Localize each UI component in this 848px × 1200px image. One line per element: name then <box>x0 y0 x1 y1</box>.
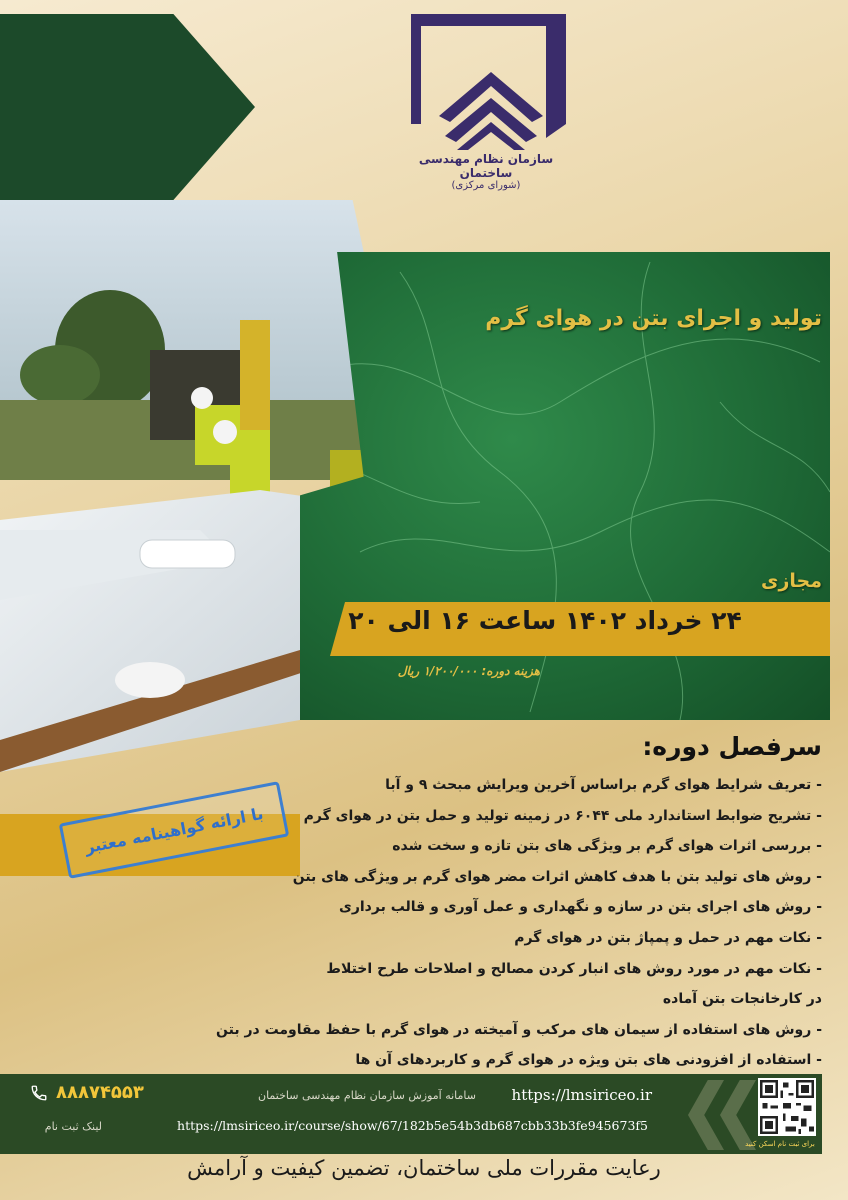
course-mode: مجازی <box>761 570 822 592</box>
outline-list <box>90 770 822 1076</box>
list-item: - روش های تولید بتن با هدف کاهش اثرات مضر هوای گرم بر ویژگی های بتن <box>292 868 822 885</box>
list-item: - روش های استفاده از سیمان های مرکب و آمیخته در هوای گرم با حفظ مقاومت در بتن <box>216 1021 822 1038</box>
qr-code-icon <box>760 1080 814 1134</box>
list-item: در کارخانجات بتن آماده <box>662 991 822 1008</box>
course-date: ۲۴ خرداد ۱۴۰۲ ساعت ۱۶ الی ۲۰ <box>348 606 742 635</box>
qr-caption: برای ثبت نام اسکن کنید <box>745 1140 815 1148</box>
list-item: - استفاده از افزودنی های بتن ویژه در هوای گرم و کاربردهای آن ها <box>355 1052 822 1069</box>
list-item: - نکات مهم در حمل و پمپاژ بتن در هوای گرم <box>514 929 822 946</box>
slogan: رعایت مقررات ملی ساختمان، تضمین کیفیت و آرامش <box>187 1156 661 1180</box>
org-name: سازمان نظام مهندسی ساختمان <box>418 152 554 180</box>
system-name: سامانه آموزش سازمان نظام مهندسی ساختمان <box>258 1089 476 1102</box>
registration-label: لینک ثبت نام <box>44 1120 102 1133</box>
phone-number[interactable]: ۸۸۸۷۴۵۵۳ <box>56 1082 144 1103</box>
website-link[interactable]: https://lmsiriceo.ir <box>511 1086 652 1104</box>
course-fee: هزینه دوره: ۱/۲۰۰/۰۰۰ ریال <box>397 664 540 678</box>
list-item: - تشریح ضوابط استاندارد ملی ۶۰۴۴ در زمینه تولید و حمل بتن در هوای گرم <box>303 807 822 824</box>
org-logo <box>396 12 576 197</box>
list-item: - روش های اجرای بتن در سازه و نگهداری و عمل آوری و قالب برداری <box>338 899 822 916</box>
org-logo-icon <box>401 12 571 150</box>
outline-heading: سرفصل دوره: <box>642 732 822 761</box>
list-item: - تعریف شرایط هوای گرم براساس آخرین ویرایش مبحث ۹ و آبا <box>385 777 822 793</box>
course-title: تولید و اجرای بتن در هوای گرم <box>485 306 822 331</box>
registration-link[interactable]: https://lmsiriceo.ir/course/show/67/182b5e54b3db687cbb33b3fe945673f5 <box>177 1118 648 1133</box>
certificate-stamp-text: با ارائه گواهینامه معتبر <box>83 803 265 857</box>
org-subtitle: (شورای مرکزی) <box>451 180 521 191</box>
phone-contact <box>30 1082 200 1103</box>
qr-code[interactable] <box>758 1078 816 1136</box>
phone-icon <box>30 1084 48 1102</box>
list-item: - بررسی اثرات هوای گرم بر ویژگی های بتن تازه و سخت شده <box>392 838 822 855</box>
list-item: - نکات مهم در مورد روش های انبار کردن مصالح و اصلاحات طرح اختلاط <box>326 960 822 977</box>
green-corner-shape <box>0 14 255 200</box>
